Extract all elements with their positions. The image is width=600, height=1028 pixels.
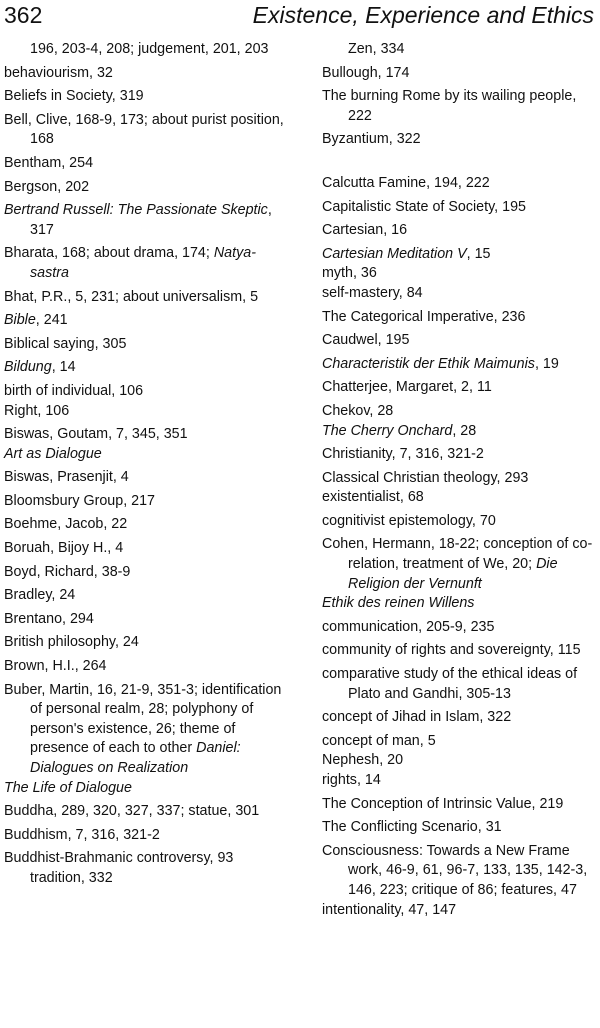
index-text: , 317 — [30, 202, 272, 238]
index-text: Natya-sastra — [30, 245, 256, 281]
index-entry — [4, 849, 287, 888]
page-number: 362 — [4, 2, 43, 28]
index-text: intentionality, 47, 147 — [322, 901, 457, 918]
index-text: Biswas, Prasenjit, 4 — [4, 469, 129, 486]
index-subentry — [322, 901, 596, 921]
index-entry — [4, 87, 287, 107]
index-subentry — [322, 264, 596, 284]
index-text: Characteristik der Ethik Maimunis — [322, 355, 535, 372]
index-text: , 15 — [466, 245, 491, 262]
index-entry — [4, 802, 287, 822]
index-text: concept of man, 5 — [322, 732, 436, 749]
index-entry — [4, 64, 287, 84]
index-text: Buddhist-Brahmanic controversy, 93 tradition, 332 — [4, 850, 234, 886]
index-text: birth of individual, 106 — [4, 382, 144, 399]
index-entry — [322, 331, 596, 351]
index-text: Classical Christian theology, 293 — [322, 469, 529, 486]
index-text: existentialist, 68 — [322, 489, 424, 506]
index-entry — [322, 64, 596, 84]
index-entry — [322, 795, 596, 815]
index-text: Zen, 334 — [348, 41, 405, 57]
index-text: myth, 36 — [322, 265, 377, 282]
index-text: The burning Rome by its wailing people, 222 — [322, 88, 577, 124]
index-entry — [4, 492, 287, 512]
index-entry — [4, 826, 287, 846]
index-text: Beliefs in Society, 319 — [4, 88, 144, 105]
index-entry — [322, 198, 596, 218]
index-entry — [4, 539, 287, 559]
letter-group-gap — [322, 154, 596, 174]
index-text: comparative study of the ethical ideas of Plato and Gandhi, 305-13 — [322, 666, 578, 702]
index-entry — [322, 818, 596, 838]
index-subentry — [322, 284, 596, 304]
index-entry — [4, 563, 287, 583]
index-entry — [322, 445, 596, 465]
index-text: Bildung — [4, 359, 52, 376]
index-entry — [322, 469, 596, 508]
index-text: Bergson, 202 — [4, 178, 90, 195]
index-subentry — [4, 445, 287, 465]
index-entry — [4, 515, 287, 535]
index-text: , 241 — [35, 312, 68, 329]
index-text: Bertrand Russell: The Passionate Skeptic — [4, 202, 268, 219]
index-text: Boehme, Jacob, 22 — [4, 516, 128, 533]
index-entry — [322, 221, 596, 241]
index-entry — [322, 87, 596, 126]
index-text: Caudwel, 195 — [322, 332, 410, 349]
page-header — [0, 0, 600, 32]
index-text: Byzantium, 322 — [322, 131, 421, 148]
index-text: Bharata, 168; about drama, 174; — [4, 245, 214, 262]
index-text: , 14 — [51, 359, 76, 376]
index-text: Bible — [4, 312, 36, 329]
index-entry — [322, 665, 596, 704]
index-text: Boyd, Richard, 38-9 — [4, 563, 131, 580]
index-entry — [4, 358, 287, 378]
index-text: behaviourism, 32 — [4, 64, 113, 81]
index-text: The Life of Dialogue — [4, 779, 132, 796]
index-text: Buddhism, 7, 316, 321-2 — [4, 826, 160, 843]
index-entry — [322, 641, 596, 661]
index-text: rights, 14 — [322, 772, 381, 788]
index-entry — [4, 425, 287, 464]
index-entry-continued — [4, 40, 287, 60]
index-entry — [322, 402, 596, 441]
index-text: Chatterjee, Margaret, 2, 11 — [322, 379, 492, 396]
index-entry — [4, 468, 287, 488]
index-entry — [4, 610, 287, 630]
running-title: Existence, Experience and Ethics — [252, 2, 594, 28]
index-text: self-mastery, 84 — [322, 284, 423, 301]
index-text: Bullough, 174 — [322, 64, 410, 81]
index-entry — [322, 535, 596, 613]
index-entry — [322, 618, 596, 638]
index-text: Bloomsbury Group, 217 — [4, 492, 155, 509]
index-text: communication, 205-9, 235 — [322, 618, 495, 635]
index-entry — [322, 378, 596, 398]
index-text: The Conflicting Scenario, 31 — [322, 819, 502, 836]
index-text: Brentano, 294 — [4, 610, 94, 627]
index-entry — [4, 178, 287, 198]
index-text: 196, 203-4, 208; judgement, 201, 203 — [30, 41, 269, 57]
index-entry — [4, 657, 287, 677]
index-text: Cohen, Hermann, 18-22; conception of co-relation, treatment of We, 20; — [322, 536, 593, 573]
index-text: Bradley, 24 — [4, 587, 76, 604]
index-text: , 28 — [452, 422, 477, 439]
index-subentry — [322, 751, 596, 771]
index-entry — [4, 681, 287, 799]
index-text: cognitivist epistemology, 70 — [322, 512, 496, 529]
index-entry — [322, 174, 596, 194]
index-text: Biblical saying, 305 — [4, 335, 127, 352]
index-text: Boruah, Bijoy H., 4 — [4, 540, 124, 557]
index-entry — [4, 201, 287, 240]
index-subentry — [4, 779, 287, 799]
index-entry — [322, 732, 596, 791]
index-text: Daniel: Dialogues on Realization — [30, 740, 241, 776]
index-text: Brown, H.I., 264 — [4, 658, 107, 675]
index-subentry — [322, 488, 596, 508]
index-entry — [4, 382, 287, 421]
index-entry — [322, 512, 596, 532]
index-text: The Conception of Intrinsic Value, 219 — [322, 795, 564, 812]
index-text: Art as Dialogue — [4, 445, 102, 462]
index-entry — [322, 308, 596, 328]
index-text: Bell, Clive, 168-9, 173; about purist position, 168 — [4, 111, 284, 148]
index-text: Consciousness: Towards a New Frame work, 46-9, 61, 96-7, 133, 135, 142-3, 146, 223; critique of 86; features, 47 — [322, 842, 588, 898]
index-entry — [4, 288, 287, 308]
index-text: Buber, Martin, 16, 21-9, 351-3; identification of personal realm, 28; polyphony of person's existence, 26; theme of presence of each to other — [4, 681, 282, 757]
index-column-left — [4, 40, 287, 893]
index-entry — [4, 311, 287, 331]
index-text: Cartesian, 16 — [322, 222, 408, 239]
index-entry — [322, 708, 596, 728]
index-text: Ethik des reinen Willens — [322, 595, 475, 612]
index-entry — [322, 842, 596, 920]
index-text: Calcutta Famine, 194, 222 — [322, 174, 490, 191]
index-text: Bhat, P.R., 5, 231; about universalism, 5 — [4, 288, 259, 305]
index-entry — [322, 355, 596, 375]
index-column-right — [322, 40, 596, 924]
index-entry — [4, 633, 287, 653]
index-subentry — [322, 771, 596, 791]
index-text: Bentham, 254 — [4, 154, 94, 171]
index-text: , 19 — [534, 355, 559, 372]
index-entry — [322, 130, 596, 150]
index-text: Buddha, 289, 320, 327, 337; statue, 301 — [4, 803, 260, 820]
index-text: Die Religion der Vernunft — [348, 556, 558, 592]
index-entry-continued — [322, 40, 596, 60]
index-text: community of rights and sovereignty, 115 — [322, 642, 581, 659]
index-entry — [4, 335, 287, 355]
index-entry — [322, 245, 596, 304]
index-subentry — [322, 422, 596, 442]
index-entry — [4, 586, 287, 606]
index-text: Nephesh, 20 — [322, 752, 404, 769]
index-text: concept of Jihad in Islam, 322 — [322, 709, 512, 726]
index-entry — [4, 154, 287, 174]
index-text: Cartesian Meditation V — [322, 245, 467, 262]
index-text: Biswas, Goutam, 7, 345, 351 — [4, 426, 188, 443]
index-subentry — [322, 594, 596, 614]
index-text: Chekov, 28 — [322, 402, 394, 419]
index-text: Christianity, 7, 316, 321-2 — [322, 446, 484, 463]
index-subentry — [4, 402, 287, 422]
index-entry — [4, 111, 287, 150]
index-entry — [4, 244, 287, 283]
index-text: The Cherry Onchard — [322, 422, 453, 439]
index-text: British philosophy, 24 — [4, 634, 139, 651]
index-text: Capitalistic State of Society, 195 — [322, 198, 526, 215]
index-text: Right, 106 — [4, 402, 70, 419]
index-text: The Categorical Imperative, 236 — [322, 308, 526, 325]
